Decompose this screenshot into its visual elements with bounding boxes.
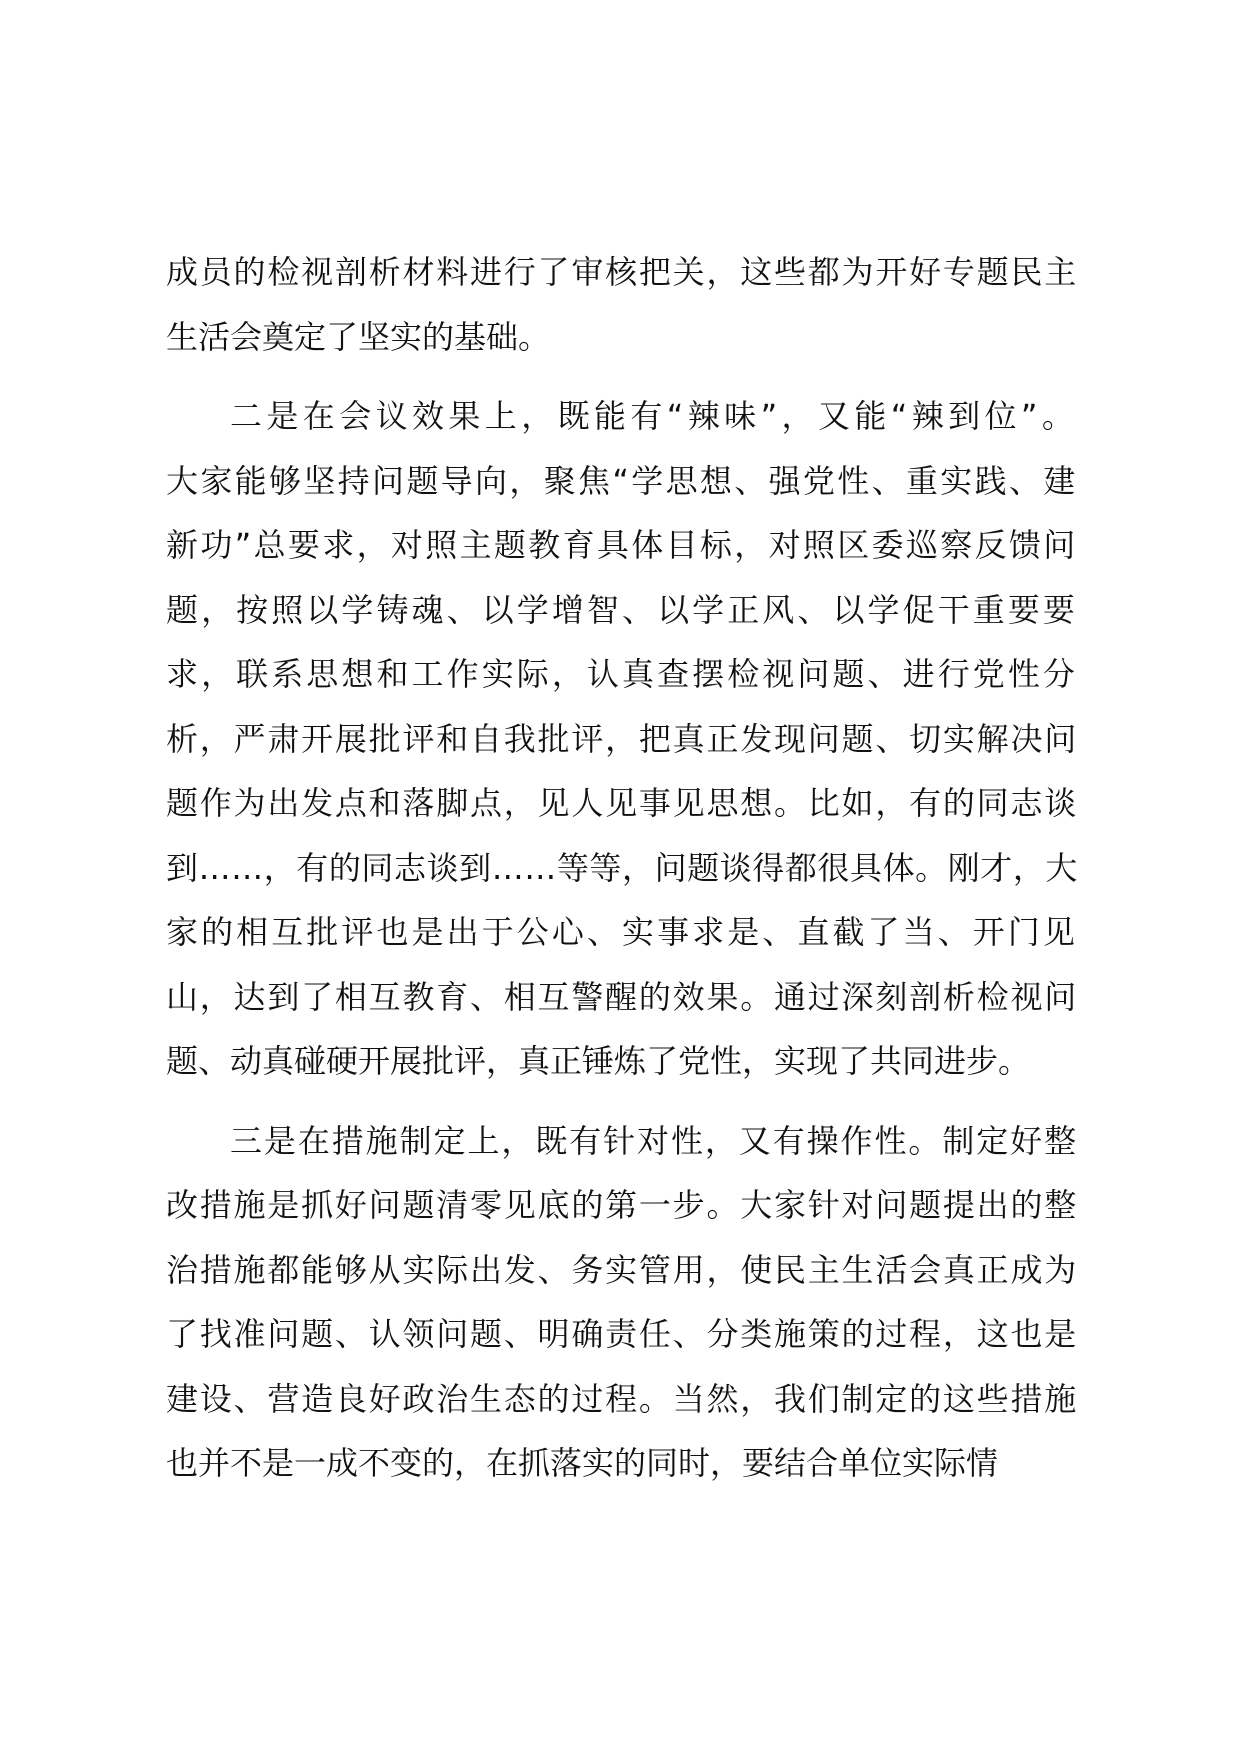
text-line: 也并不是一成不变的，在抓落实的同时，要结合单位实际情: [166, 1444, 999, 1482]
text-line: 析，严肃开展批评和自我批评，把真正发现问题、切实解决问: [166, 719, 1079, 758]
text-line: 到……，有的同志谈到……等等，问题谈得都很具体。刚才，大: [166, 848, 1079, 887]
paragraph-2: [166, 384, 1078, 1094]
text-line: 三是在措施制定上，既有针对性，又有操作性。制定好整: [230, 1121, 1079, 1160]
paragraph-3: [166, 1109, 1078, 1496]
paragraph-1: [166, 240, 1078, 369]
text-line: 题作为出发点和落脚点，见人见事见思想。比如，有的同志谈: [166, 784, 1079, 822]
text-line: 大家能够坚持问题导向，聚焦“学思想、强党性、重实践、建: [166, 461, 1078, 500]
text-line: 生活会奠定了坚实的基础。: [166, 317, 551, 356]
text-line: 治措施都能够从实际出发、务实管用，使民主生活会真正成为: [166, 1250, 1079, 1289]
text-line: 题，按照以学铸魂、以学增智、以学正风、以学促干重要要: [166, 590, 1079, 629]
text-line: 成员的检视剖析材料进行了审核把关，这些都为开好专题民主: [166, 253, 1079, 291]
text-line: 家的相互批评也是出于公心、实事求是、直截了当、开门见: [166, 913, 1079, 951]
text-line: 求，联系思想和工作实际，认真查摆检视问题、进行党性分: [166, 655, 1079, 693]
text-line: 题、动真碰硬开展批评，真正锤炼了党性，实现了共同进步。: [166, 1042, 1031, 1080]
document-body: [166, 240, 1078, 1496]
text-line: 二是在会议效果上，既能有“辣味”，又能“辣到位”。: [230, 397, 1079, 435]
text-line: 了找准问题、认领问题、明确责任、分类施策的过程，这也是: [166, 1315, 1079, 1353]
text-line: 改措施是抓好问题清零见底的第一步。大家针对问题提出的整: [166, 1186, 1079, 1224]
text-line: 建设、营造良好政治生态的过程。当然，我们制定的这些措施: [166, 1379, 1079, 1418]
text-line: 山，达到了相互教育、相互警醒的效果。通过深刻剖析检视问: [166, 977, 1079, 1016]
text-line: 新功”总要求，对照主题教育具体目标，对照区委巡察反馈问: [166, 526, 1078, 564]
